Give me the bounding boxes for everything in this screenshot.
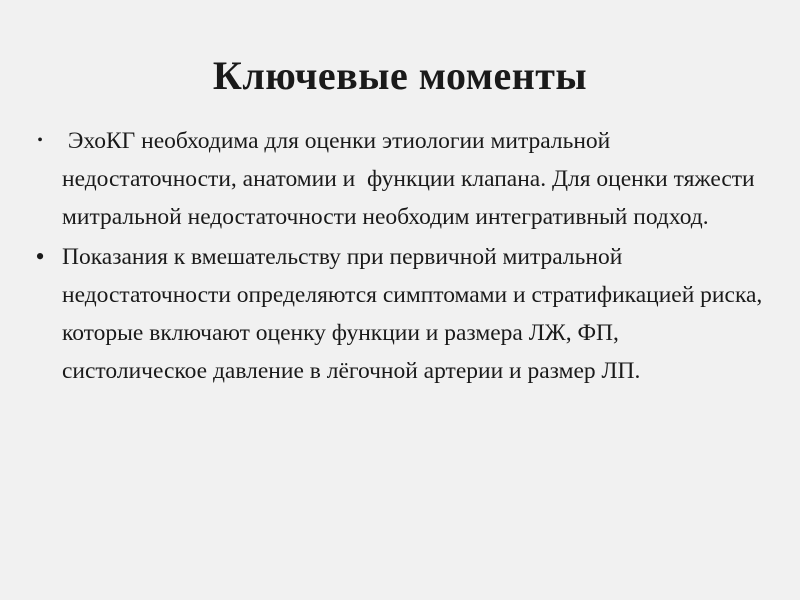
bullet-item-echo <box>28 122 768 236</box>
bullet-text: Показания к вмешательству при первичной митральной недостаточности определяются симптомами и стратификацией риска, которые включают оценку функции и размера ЛЖ, ФП, систолическое давление в лёгочной артерии и размер ЛП. <box>62 244 763 384</box>
bullet-list <box>28 122 768 392</box>
slide-title: Ключевые моменты <box>212 53 588 98</box>
bullet-item-indications <box>28 238 768 390</box>
bullet-text: ЭхоКГ необходима для оценки этиологии митральной недостаточности, анатомии и функции клапана. Для оценки тяжести митральной недостаточности необходим интегративный подход. <box>62 128 761 230</box>
bullet-marker-icon: • <box>35 242 45 271</box>
bullet-marker-icon: • <box>37 132 43 149</box>
